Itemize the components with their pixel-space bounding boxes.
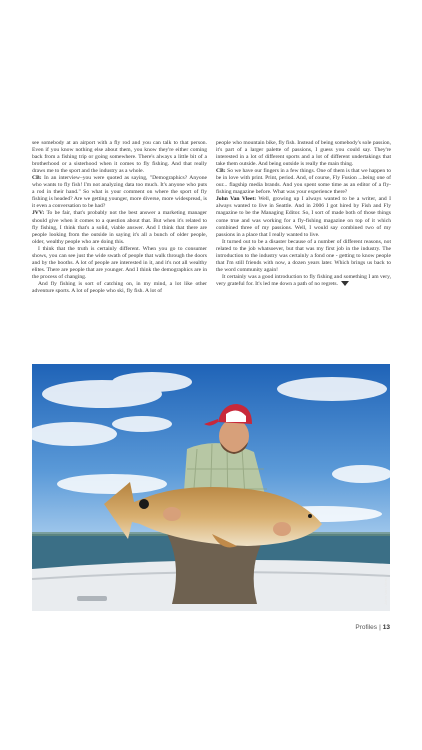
redfish-eye: [308, 514, 312, 518]
angler-hand-left: [163, 507, 181, 521]
article-column-right: [216, 140, 391, 288]
paragraph-text: It turned out to be a disaster because of a number of different reasons, not related to the job whatsoever, but that was my first job in the industry. The introduction to the industry was certainly a fond one - getting to know people that I'm still friends with now, a dozen years later. Which brings us back to the word community again!: [216, 238, 391, 273]
paragraph: [216, 140, 391, 168]
paragraph-text: And fly fishing is sort of catching on, in my mind, a lot like other adventure sports. A lot of people who ski, fly fish. A lot of: [32, 280, 207, 294]
paragraph: [216, 239, 391, 274]
paragraph: [32, 246, 207, 281]
paragraph-text: Well, growing up I always wanted to be a writer, and I always wanted to live in Seattle. And in 2006 I got hired by Fish and Fly magazine to be the Managing Editor. So, I sort of made both of those things come true and was working for a fly-fishing magazine on top of it which combined three of my passions. Well, I would say combined two of my passions in a place that I really wanted to live.: [216, 196, 391, 238]
page-number: 13: [382, 624, 390, 631]
photo-credit: John Van Vleet: [383, 578, 388, 605]
paragraph: [216, 274, 391, 288]
paragraph: [216, 168, 391, 196]
paragraph-text: It certainly was a good introduction to fly fishing and something I am very, very grateful for. It's led me down a path of no regrets.: [216, 273, 391, 287]
paragraph: [32, 281, 207, 295]
speaker-label: CB:: [32, 175, 42, 182]
paragraph-text: In an interview–you were quoted as saying, "Demographics? Anyone who wants to fly fish! I'm not analyzing data too much. It's anyone who puts a rod in their hand." So what is your comment on where the sport of fly fishing is headed? Are we getting younger, more diverse, more widespread, is it even a conversation to be had?: [32, 175, 207, 210]
paragraph-text: people who mountain bike, fly fish. Instead of being somebody's sole passion, it's part of a larger palette of passions, I guess you could say. They're interested in a lot of different sports and a lot of different undertakings that take them outside. And being outside is really the main thing.: [216, 140, 391, 168]
paragraph-text: To be fair, that's probably not the best answer a marketing manager should give when it comes to a question about that. But when it's related to fly fishing, I think that's a solid, viable answer. And I think that there are people looking from the outside in saying it's all a bunch of older people, older, wealthy people who are doing this.: [32, 210, 207, 245]
article-end-mark-icon: [341, 281, 349, 286]
angler-redfish-image: [32, 364, 390, 611]
article-column-left: [32, 140, 207, 295]
paragraph: [32, 210, 207, 245]
paragraph-text: So we have our fingers in a few things. One of them is that we happen to be in love with print. Print, period. And, of course, Fly Fusion ...being one of our... flagship media brands. And you spent some time as an editor of a fly-fishing magazine before. What was your experience there?: [216, 168, 391, 196]
footer-section-name: Profiles: [355, 624, 378, 631]
angler-hand-right: [273, 522, 291, 536]
feature-photo: [32, 364, 390, 611]
speaker-label: CB:: [216, 168, 226, 175]
paragraph: [216, 196, 391, 238]
footer-separator: |: [379, 624, 381, 631]
deck-cleat: [77, 596, 107, 601]
speaker-label: John Van Vleet:: [216, 196, 257, 203]
redfish-tail-spot: [139, 499, 149, 509]
speaker-label: JVV:: [32, 210, 45, 217]
paragraph-text: I think that the truth is certainly different. When you go to consumer shows, you can see just the wide swath of people that walk through the doors and by the booths. A lot of people are interested in it, and it's not all wealthy elites. There are people that are younger. And I think the demographics are in the process of changing.: [32, 245, 207, 280]
paragraph-text: see somebody at an airport with a fly rod and you can talk to that person. Even if you know nothing else about them, you know they're either coming back from a fishing trip or going somewhere. There's always a little bit of a brotherhood or a sisterhood when it comes to fly fishing. And that really draws me to the sport and the industry as a whole.: [32, 140, 207, 175]
page-footer: [355, 624, 390, 631]
paragraph: [32, 140, 207, 175]
paragraph: [32, 175, 207, 210]
